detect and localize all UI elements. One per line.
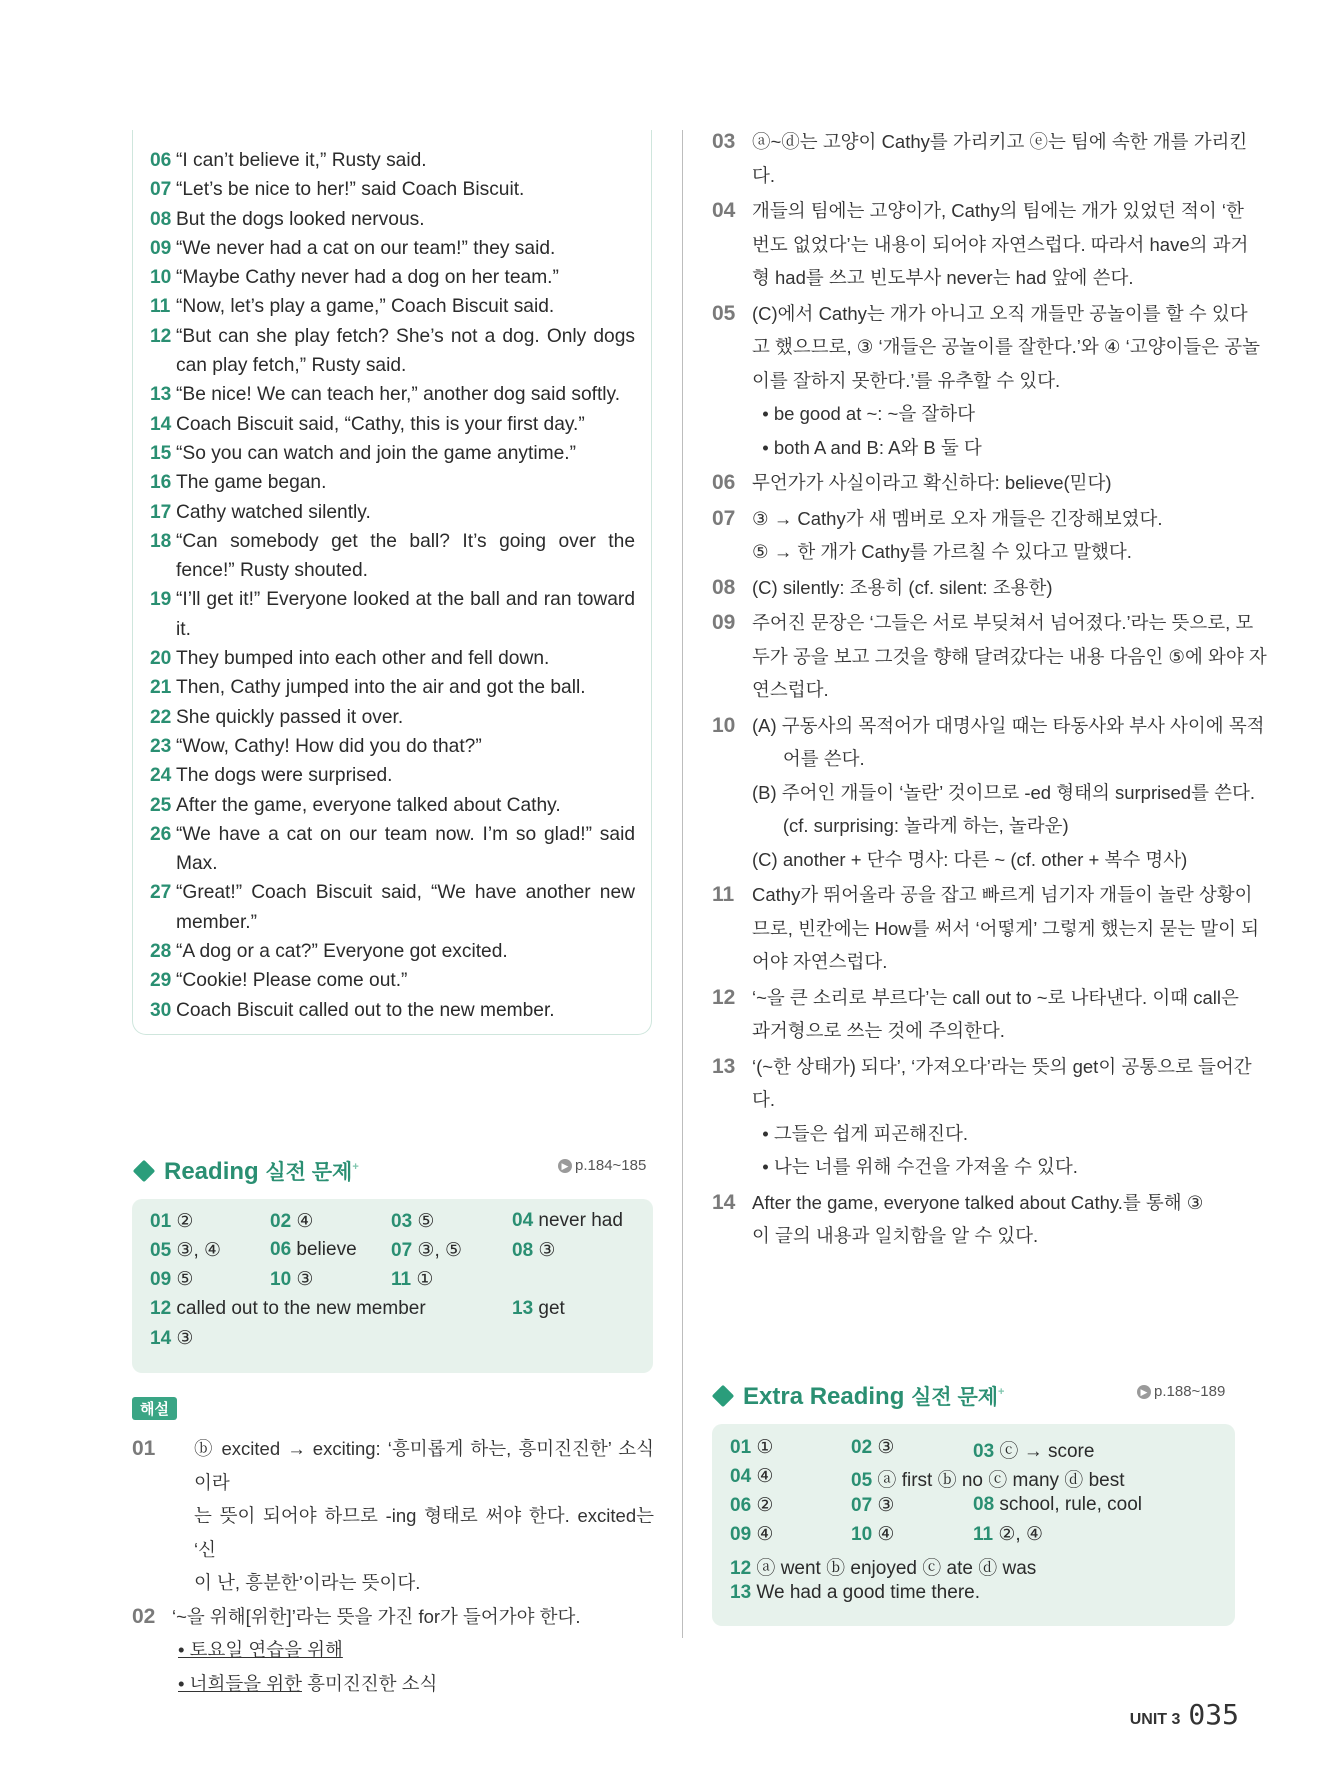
expl-number: 06 [712, 471, 736, 494]
answer-number: 01 [730, 1437, 752, 1458]
expl-line: 어야 자연스럽다. [752, 951, 888, 972]
expl-bullet-text: • 토요일 연습을 위해 [178, 1639, 343, 1660]
expl-line: After the game, everyone talked about Cathy.를 통해 ③ [752, 1191, 1204, 1213]
expl-line: 다. [752, 164, 776, 186]
story-line [150, 878, 635, 937]
story-line-number: 06 [150, 150, 172, 171]
answer-number: 12 [730, 1558, 752, 1579]
reading-answer-item [150, 1239, 221, 1262]
answer-number: 04 [512, 1210, 534, 1231]
answer-value: ③ [877, 1495, 895, 1516]
answer-number: 11 [973, 1524, 994, 1545]
answer-number: 13 [512, 1298, 534, 1319]
reading-answer-item [150, 1327, 193, 1350]
expl-number: 04 [712, 199, 736, 222]
story-line-text: Coach Biscuit called out to the new member. [176, 999, 555, 1021]
story-line-number: 11 [150, 296, 171, 318]
expl-06 [712, 466, 1237, 500]
story-line [150, 761, 635, 790]
reading-answer-item [270, 1210, 313, 1233]
story-line-number: 20 [150, 648, 172, 670]
expl-line: (B) 주어인 개들이 ‘놀란’ 것이므로 -ed 형태의 surprised를 쓴다. [752, 781, 1255, 803]
story-line-number: 21 [150, 677, 172, 699]
story-line-text: Coach Biscuit said, “Cathy, this is your first day.” [176, 413, 585, 435]
expl-14 [712, 1186, 1237, 1253]
expl-12 [712, 981, 1237, 1048]
arrow-icon: ▶ [558, 1159, 572, 1173]
story-line-text: The dogs were surprised. [176, 765, 393, 787]
story-line-text: “We never had a cat on our team!” they said. [176, 237, 556, 259]
answer-number: 11 [391, 1269, 412, 1290]
story-line-text: “Wow, Cathy! How did you do that?” [176, 735, 482, 757]
story-line [150, 791, 635, 820]
reading-section-header [136, 1156, 359, 1186]
extra-title [743, 1381, 1004, 1411]
left-explanations [132, 1432, 654, 1700]
answer-number: 06 [270, 1239, 292, 1260]
story-line-number: 16 [150, 472, 172, 494]
answer-number: 09 [150, 1269, 172, 1290]
extra-answer-item [730, 1582, 980, 1604]
reading-answer-item [391, 1268, 433, 1291]
answer-value: ③ [296, 1269, 314, 1290]
answer-value: ② [756, 1495, 774, 1516]
story-line-number: 10 [150, 267, 172, 289]
story-line-text: After the game, everyone talked about Cathy. [176, 794, 561, 816]
extra-answer-item [851, 1465, 1125, 1492]
extra-answer-item [730, 1436, 773, 1459]
answer-value: ⓐ first ⓑ no ⓒ many ⓓ best [877, 1470, 1125, 1491]
diamond-icon [712, 1385, 735, 1408]
story-line-number: 29 [150, 970, 172, 992]
story-line [150, 820, 635, 879]
story-line [150, 380, 635, 409]
expl-07 [712, 502, 1237, 569]
story-line-text: “Be nice! We can teach her,” another dog said softly. [176, 384, 621, 406]
expl-line: ⑤ → 한 개가 Cathy를 가르칠 수 있다고 말했다. [752, 541, 1132, 562]
expl-03 [712, 125, 1248, 192]
expl-line: • 그들은 쉽게 피곤해진다. [752, 1122, 969, 1144]
reading-answer-item [512, 1239, 555, 1262]
answer-number: 08 [512, 1240, 534, 1261]
answer-value: ③, ④ [176, 1240, 222, 1261]
expl-05 [712, 297, 1260, 465]
story-line-text: Then, Cathy jumped into the air and got the ball. [176, 677, 586, 699]
answer-value: ⓐ went ⓑ enjoyed ⓒ ate ⓓ was [756, 1558, 1037, 1579]
expl-bullet [172, 1633, 654, 1667]
answer-value: believe [296, 1239, 357, 1260]
expl-number: 07 [712, 506, 736, 530]
extra-answer-item [973, 1436, 1094, 1463]
answer-value: ③ [176, 1328, 194, 1349]
story-line-text: They bumped into each other and fell down. [176, 648, 550, 670]
reading-answer-item [270, 1268, 313, 1291]
answer-number: 08 [973, 1494, 995, 1515]
story-line-number: 27 [150, 882, 172, 904]
expl-line: 이 글의 내용과 일치함을 알 수 있다. [752, 1225, 1039, 1246]
expl-number: 10 [712, 713, 736, 737]
answer-value: ① [756, 1437, 774, 1458]
answer-number: 14 [150, 1328, 172, 1349]
story-line [150, 966, 635, 995]
reading-answer-item [150, 1298, 426, 1320]
story-lines [150, 146, 635, 1025]
story-line [150, 703, 635, 732]
expl-bullet-text: • 너희들을 위한 [178, 1672, 302, 1694]
expl-13 [712, 1050, 1252, 1184]
right-explanations [712, 125, 1267, 1255]
expl-number: 11 [712, 883, 735, 906]
extra-section-header [715, 1381, 1004, 1411]
answer-number: 03 [391, 1211, 413, 1232]
answer-value: ②, ④ [998, 1524, 1043, 1545]
expl-line: 과거형으로 쓰는 것에 주의한다. [752, 1020, 1005, 1041]
story-line-number: 14 [150, 413, 172, 435]
answer-number: 12 [150, 1298, 172, 1319]
reading-answer-item [150, 1210, 193, 1233]
expl-line: (C) silently: 조용히 (cf. silent: 조용한) [752, 576, 1053, 598]
reading-answer-item [391, 1210, 434, 1233]
story-line-number: 22 [150, 706, 172, 728]
answer-value: called out to the new member [176, 1298, 426, 1319]
unit-label: UNIT 3 [1129, 1711, 1181, 1728]
story-line-number: 19 [150, 589, 172, 611]
answer-value: ① [416, 1269, 434, 1290]
story-line [150, 322, 635, 381]
answer-value: never had [538, 1210, 623, 1231]
story-line-text: “Can somebody get the ball? It’s going over the fence!” Rusty shouted. [176, 530, 635, 582]
story-line-number: 09 [150, 237, 172, 259]
expl-08 [712, 571, 1237, 605]
story-line [150, 585, 635, 644]
story-line [150, 234, 635, 263]
story-line [150, 292, 635, 321]
story-line [150, 468, 635, 497]
expl-number: 13 [712, 1054, 736, 1078]
reading-title [164, 1156, 359, 1186]
extra-answer-item [973, 1494, 1142, 1516]
page-footer [1130, 1698, 1239, 1731]
story-line-text: She quickly passed it over. [176, 706, 404, 728]
answer-number: 06 [730, 1495, 752, 1516]
answer-value: ⑤ [176, 1269, 194, 1290]
answer-value: We had a good time there. [756, 1582, 980, 1603]
extra-answer-item [851, 1436, 894, 1459]
story-line [150, 644, 635, 673]
arrow-icon: ▶ [1137, 1385, 1151, 1399]
reading-title-ko: 실전 문제 [265, 1161, 353, 1184]
expl-line: ‘~을 큰 소리로 부르다’는 call out to ~로 나타낸다. 이때 call은 [752, 986, 1239, 1008]
story-line-text: “I can’t believe it,” Rusty said. [176, 150, 427, 171]
story-line [150, 175, 635, 204]
story-line-text: “I’ll get it!” Everyone looked at the ball and ran toward it. [176, 589, 635, 640]
expl-line: 어를 쓴다. [752, 748, 865, 769]
expl-number: 03 [712, 130, 736, 153]
story-line-text: Cathy watched silently. [176, 501, 371, 523]
expl-line: • both A and B: A와 B 둘 다 [752, 436, 982, 458]
expl-line: ⓑ excited → exciting: ‘흥미롭게 하는, 흥미진진한’ 소식이라 [194, 1438, 654, 1493]
expl-number: 08 [712, 575, 736, 599]
expl-line: ③ → Cathy가 새 멤버로 오자 개들은 긴장해보였다. [752, 507, 1163, 529]
expl-number: 05 [712, 301, 736, 325]
story-line-text: The game began. [176, 472, 327, 494]
expl-line: • 나는 너를 위해 수건을 가져올 수 있다. [752, 1156, 1078, 1177]
answer-number: 07 [391, 1240, 413, 1261]
story-line-number: 07 [150, 179, 172, 201]
expl-number: 14 [712, 1190, 736, 1214]
reading-page-ref [558, 1157, 646, 1174]
page-number: 035 [1188, 1698, 1239, 1731]
reading-title-en: Reading [164, 1158, 259, 1185]
answer-value: school, rule, cool [999, 1494, 1142, 1515]
extra-answer-item [730, 1553, 1036, 1580]
story-line-text: “Maybe Cathy never had a dog on her team.” [176, 267, 559, 289]
reading-title-plus: + [352, 1161, 359, 1173]
extra-page-ref-text: p.188~189 [1154, 1383, 1226, 1400]
expl-line: 번도 없었다’는 내용이 되어야 자연스럽다. 따라서 have의 과거 [752, 233, 1249, 255]
expl-04 [712, 194, 1249, 295]
reading-answer-item [150, 1268, 193, 1291]
expl-line: 는 뜻이 되어야 하므로 -ing 형태로 써야 한다. excited는 ‘신 [194, 1505, 654, 1560]
column-divider [682, 130, 683, 1638]
answer-value: ⓒ → score [999, 1441, 1095, 1462]
answer-number: 10 [270, 1269, 292, 1290]
extra-answer-item [730, 1465, 773, 1488]
expl-number: 09 [712, 611, 736, 634]
expl-line: 므로, 빈칸에는 How를 써서 ‘어떻게’ 그렇게 했는지 묻는 말이 되 [752, 917, 1259, 939]
answer-value: ④ [756, 1524, 774, 1545]
story-line-number: 28 [150, 941, 172, 963]
expl-line: 다. [752, 1089, 776, 1110]
extra-answer-item [973, 1523, 1043, 1546]
answer-value: ③ [538, 1240, 556, 1261]
story-line-text: “So you can watch and join the game anytime.” [176, 442, 576, 464]
extra-title-en: Extra Reading [743, 1383, 905, 1410]
expl-line: Cathy가 뛰어올라 공을 잡고 빠르게 넘기자 개들이 놀란 상황이 [752, 884, 1253, 905]
answer-value: get [538, 1298, 565, 1319]
story-line [150, 732, 635, 761]
story-line-text: “Let’s be nice to her!” said Coach Biscuit. [176, 179, 525, 201]
expl-09 [712, 606, 1267, 707]
story-line-text: “Great!” Coach Biscuit said, “We have another new member.” [176, 882, 635, 933]
diamond-icon [133, 1160, 156, 1183]
expl-line: 이를 잘하지 못한다.’를 유추할 수 있다. [752, 369, 1061, 391]
reading-page-ref-text: p.184~185 [575, 1157, 647, 1174]
expl-bullet [172, 1667, 654, 1701]
extra-title-ko: 실전 문제 [911, 1386, 999, 1409]
reading-answer-item [270, 1239, 357, 1261]
answer-number: 05 [851, 1470, 873, 1491]
answer-number: 02 [851, 1437, 873, 1458]
answer-number: 05 [150, 1240, 172, 1261]
story-line [150, 498, 635, 527]
expl-number: 01 [132, 1437, 156, 1460]
story-line [150, 439, 635, 468]
story-line [150, 673, 635, 702]
extra-title-plus: + [998, 1386, 1005, 1398]
story-line-text: “A dog or a cat?” Everyone got excited. [176, 941, 508, 963]
expl-line: (cf. surprising: 놀라게 하는, 놀라운) [752, 815, 1069, 836]
extra-answer-item [730, 1494, 773, 1517]
reading-answer-item [391, 1239, 462, 1262]
expl-number: 02 [132, 1604, 156, 1628]
answer-value: ③ [877, 1437, 895, 1458]
expl-line: 연스럽다. [752, 679, 829, 700]
expl-line: 형 had를 쓰고 빈도부사 never는 had 앞에 쓴다. [752, 267, 1134, 288]
reading-answer-item [512, 1210, 623, 1232]
story-line [150, 205, 635, 234]
answer-number: 09 [730, 1524, 752, 1545]
expl-01 [132, 1432, 654, 1600]
answer-number: 07 [851, 1495, 873, 1516]
story-line-number: 26 [150, 823, 172, 845]
story-line-text: “But can she play fetch? She’s not a dog. Only dogs can play fetch,” Rusty said. [176, 325, 635, 377]
expl-11 [712, 878, 1259, 979]
story-line-text: “Now, let’s play a game,” Coach Biscuit said. [176, 296, 555, 318]
answer-value: ③, ⑤ [417, 1240, 463, 1261]
expl-bullet-text: 흥미진진한 소식 [301, 1672, 438, 1694]
answer-number: 13 [730, 1582, 752, 1603]
expl-line: 두가 공을 보고 그것을 향해 달려갔다는 내용 다음인 ⑤에 와야 자 [752, 645, 1267, 667]
extra-answer-item [730, 1523, 773, 1546]
answer-value: ④ [877, 1524, 895, 1545]
answer-number: 10 [851, 1524, 873, 1545]
story-line [150, 996, 635, 1025]
story-line-number: 30 [150, 999, 172, 1021]
extra-answer-item [851, 1494, 894, 1517]
story-line-number: 12 [150, 325, 172, 347]
expl-line: ⓐ~ⓓ는 고양이 Cathy를 가리키고 ⓔ는 팀에 속한 개를 가리킨 [752, 131, 1248, 152]
expl-line: ‘~을 위해[위한]’라는 뜻을 가진 for가 들어가야 한다. [172, 1605, 581, 1627]
answer-value: ④ [296, 1211, 314, 1232]
story-line-number: 23 [150, 735, 172, 757]
story-line [150, 263, 635, 292]
story-line [150, 527, 635, 586]
story-line-number: 25 [150, 794, 172, 816]
story-line-text: “Cookie! Please come out.” [176, 970, 408, 992]
expl-line: (C) another + 단수 명사: 다른 ~ (cf. other + 복수 명사) [752, 848, 1188, 870]
expl-line: 주어진 문장은 ‘그들은 서로 부딪쳐서 넘어졌다.’라는 뜻으로, 모 [752, 612, 1254, 633]
answer-value: ⑤ [417, 1211, 435, 1232]
expl-line: 개들의 팀에는 고양이가, Cathy의 팀에는 개가 있었던 적이 ‘한 [752, 200, 1244, 221]
story-line-text: “We have a cat on our team now. I’m so glad!” said Max. [176, 823, 635, 875]
expl-line: 이 난, 흥분한’이라는 뜻이다. [194, 1572, 421, 1593]
story-line-text: But the dogs looked nervous. [176, 208, 425, 230]
story-line [150, 410, 635, 439]
expl-line: • be good at ~: ~을 잘하다 [752, 403, 975, 424]
expl-line: 무언가가 사실이라고 확신하다: believe(믿다) [752, 472, 1112, 493]
story-line-number: 15 [150, 442, 172, 464]
answer-number: 02 [270, 1211, 292, 1232]
reading-answer-item [512, 1298, 565, 1320]
expl-line: (C)에서 Cathy는 개가 아니고 오직 개들만 공놀이를 할 수 있다 [752, 302, 1248, 324]
expl-line: ‘(~한 상태가) 되다’, ‘가져오다’라는 뜻의 get이 공통으로 들어간 [752, 1055, 1252, 1077]
answer-number: 01 [150, 1211, 172, 1232]
story-line [150, 937, 635, 966]
story-line [150, 146, 635, 175]
extra-answer-item [851, 1523, 894, 1546]
story-line-number: 13 [150, 384, 172, 406]
story-line-number: 08 [150, 208, 172, 230]
answer-number: 03 [973, 1441, 995, 1462]
expl-line: (A) 구동사의 목적어가 대명사일 때는 타동사와 부사 사이에 목적 [752, 714, 1265, 736]
answer-number: 04 [730, 1466, 752, 1487]
story-line-number: 17 [150, 501, 172, 523]
story-line-number: 24 [150, 765, 172, 787]
answer-value: ④ [756, 1466, 774, 1487]
story-line-number: 18 [150, 530, 172, 552]
expl-number: 12 [712, 985, 736, 1009]
expl-line: 고 했으므로, ③ ‘개들은 공놀이를 잘한다.’와 ④ ‘고양이들은 공놀 [752, 336, 1260, 357]
answer-value: ② [176, 1211, 194, 1232]
explanation-badge: 해설 [132, 1397, 177, 1420]
expl-10 [712, 709, 1265, 877]
extra-page-ref [1137, 1383, 1225, 1400]
expl-02 [132, 1600, 654, 1701]
